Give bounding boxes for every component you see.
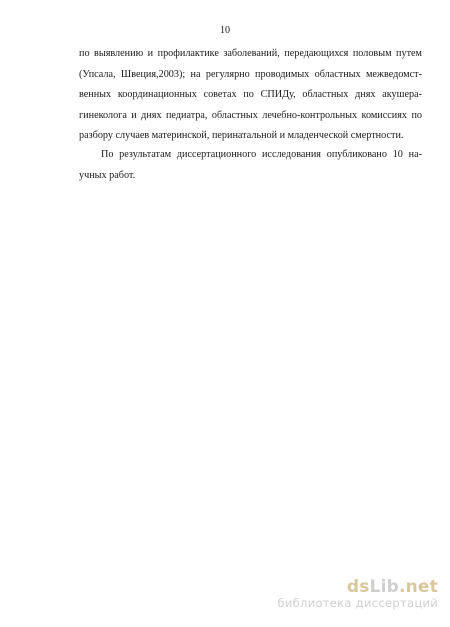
watermark-logo: [238, 578, 438, 596]
watermark-logo-net: .net: [398, 577, 438, 597]
watermark-logo-ds: ds: [346, 577, 370, 597]
text-line: учных работ.: [79, 169, 136, 181]
paragraph-publications-venues: [79, 44, 422, 147]
watermark-subtitle: библиотека диссертаций: [277, 596, 438, 610]
text-line: гинеколога и днях педиатра, областных лечебно-контрольных комиссиях по: [79, 109, 422, 121]
page-number: 10: [220, 25, 230, 36]
watermark-logo-lib: Lib: [369, 577, 399, 597]
text-line: По результатам диссертационного исследования опубликовано 10 на-: [101, 149, 422, 160]
text-line: (Упсала, Швеция,2003); на регулярно проводимых областных межведомст-: [79, 68, 422, 80]
text-line: разбору случаев материнской, перинатальной и младенческой смертности.: [79, 130, 404, 142]
dslib-watermark: [238, 578, 438, 610]
paragraph-publication-count: [79, 145, 422, 186]
text-line: венных координационных советах по СПИДу, областных днях акушера-: [79, 89, 422, 101]
text-line: по выявлению и профилактике заболеваний, передающихся половым путем: [79, 48, 422, 59]
